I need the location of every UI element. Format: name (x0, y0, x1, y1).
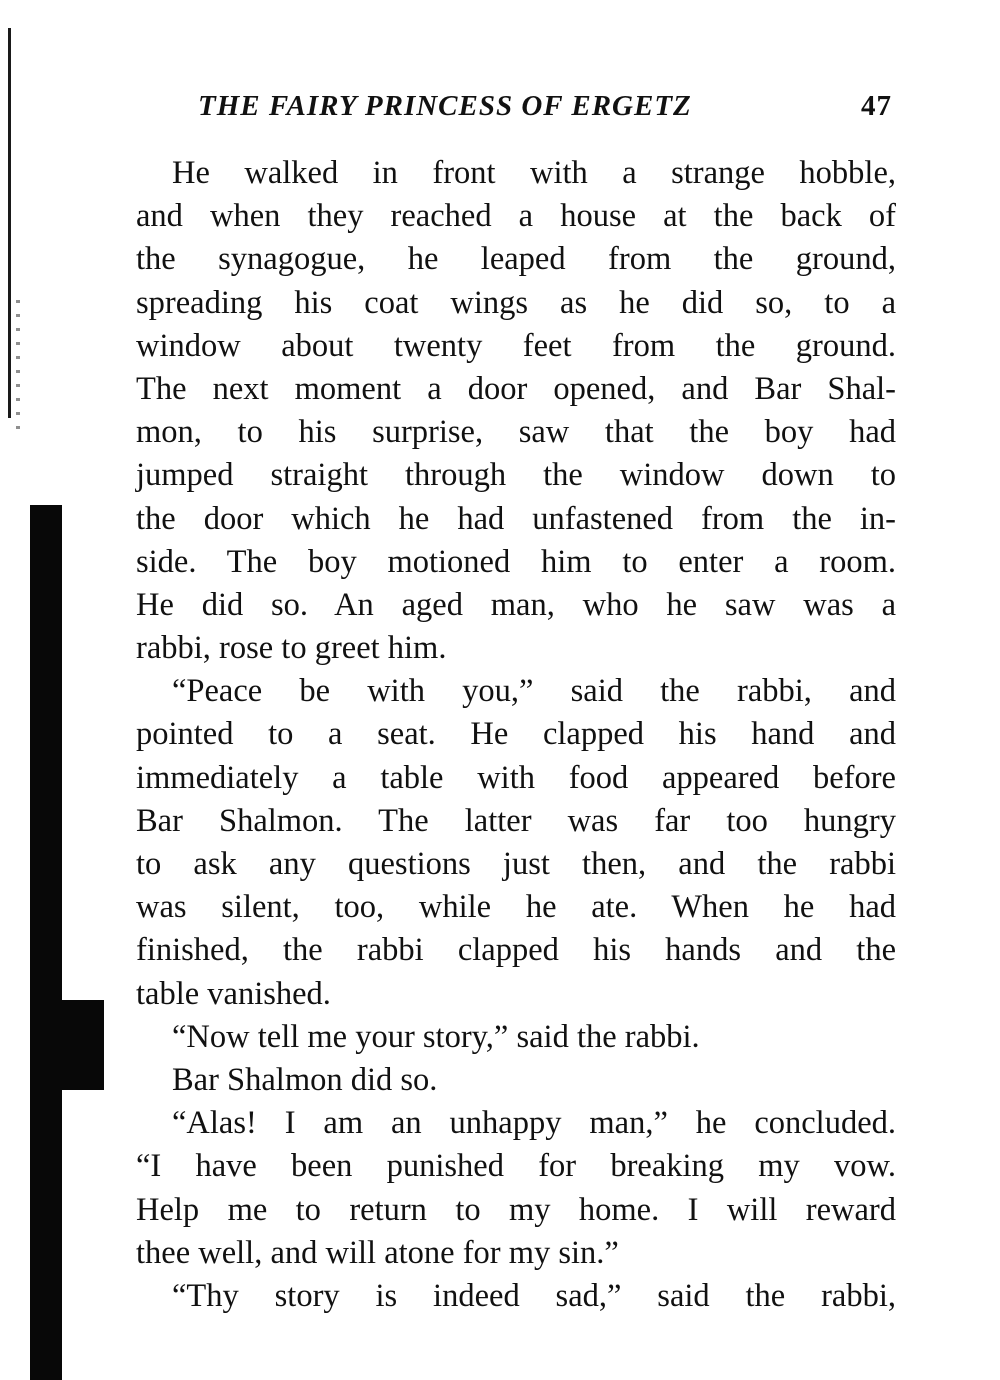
text-line: spreading his coat wings as he did so, to a (136, 284, 896, 321)
text-line: “Alas! I am an unhappy man,” he concluded. (172, 1105, 896, 1142)
text-line: and when they reached a house at the back of (136, 198, 896, 235)
text-line: He did so. An aged man, who he saw was a (136, 586, 896, 623)
text-line: table vanished. (136, 975, 331, 1012)
text-line: “Thy story is indeed sad,” said the rabbi, (172, 1277, 896, 1314)
text-line: to ask any questions just then, and the rabbi (136, 846, 896, 882)
running-head (198, 84, 892, 128)
scan-edge-notch (60, 1000, 104, 1090)
text-line: Bar Shalmon. The latter was far too hungry (136, 802, 896, 839)
scan-edge-thin (8, 28, 11, 418)
text-line: “Now tell me your story,” said the rabbi. (172, 1018, 700, 1055)
text-line: Help me to return to my home. I will reward (136, 1191, 896, 1228)
text-body (136, 152, 896, 1318)
page-number: 47 (861, 89, 892, 122)
text-line: Bar Shalmon did so. (172, 1061, 438, 1098)
text-line: pointed to a seat. He clapped his hand and (136, 716, 896, 753)
scan-edge-specks (16, 300, 20, 440)
text-line: mon, to his surprise, saw that the boy had (136, 414, 896, 451)
text-line: The next moment a door opened, and Bar Shal- (136, 370, 896, 407)
text-line: window about twenty feet from the ground. (136, 327, 896, 364)
text-line: “I have been punished for breaking my vow. (136, 1148, 896, 1185)
text-line: jumped straight through the window down to (136, 457, 896, 494)
text-line: was silent, too, while he ate. When he had (136, 889, 896, 926)
text-line: thee well, and will atone for my sin.” (136, 1234, 619, 1271)
text-line: the synagogue, he leaped from the ground, (136, 241, 896, 278)
text-line: finished, the rabbi clapped his hands and the (136, 932, 896, 969)
text-line: side. The boy motioned him to enter a room. (136, 543, 896, 580)
text-line: “Peace be with you,” said the rabbi, and (172, 673, 896, 710)
text-line: He walked in front with a strange hobble, (172, 155, 896, 191)
text-line: the door which he had unfastened from the in- (136, 500, 896, 537)
text-line: immediately a table with food appeared before (136, 759, 896, 796)
scan-edge-binding-shadow (30, 505, 62, 1380)
running-title: THE FAIRY PRINCESS OF ERGETZ (198, 89, 692, 122)
text-line: rabbi, rose to greet him. (136, 630, 447, 667)
